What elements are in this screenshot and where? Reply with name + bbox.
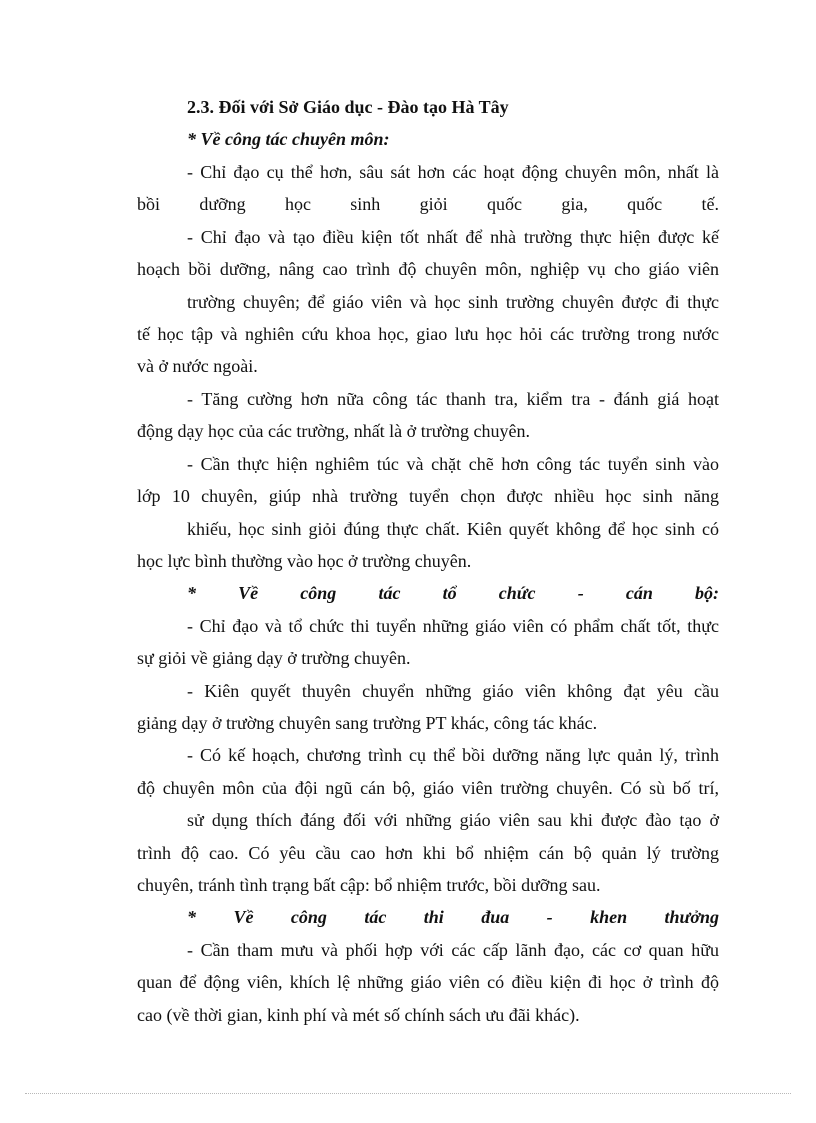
- text-line: - Có kế hoạch, chương trình cụ thể bồi dưỡng năng lực quản lý, trình: [187, 745, 719, 765]
- text-line: khiếu, học sinh giỏi đúng thực chất. Kiên quyết không để học sinh có: [187, 519, 719, 539]
- text-line: lớp 10 chuyên, giúp nhà trường tuyển chọn được nhiều học sinh năng: [137, 486, 719, 506]
- text-line: động dạy học của các trường, nhất là ở trường chuyên.: [137, 421, 530, 441]
- text-line: - Chỉ đạo và tạo điều kiện tốt nhất để nhà trường thực hiện được kế: [187, 227, 719, 247]
- subheading-chuyen-mon: * Về công tác chuyên môn:: [187, 129, 390, 149]
- page-bottom-divider: [25, 1093, 791, 1094]
- text-line: và ở nước ngoài.: [137, 356, 258, 376]
- subheading-to-chuc-can-bo: * Về công tác tổ chức - cán bộ:: [187, 583, 719, 603]
- text-line: sự giỏi về giảng dạy ở trường chuyên.: [137, 648, 411, 668]
- subheading-thi-dua-khen-thuong: * Về công tác thi đua - khen thưởng: [187, 907, 719, 927]
- text-line: bồi dưỡng học sinh giỏi quốc gia, quốc tế.: [137, 194, 719, 214]
- text-line: trình độ cao. Có yêu cầu cao hơn khi bổ nhiệm cán bộ quản lý trường: [137, 843, 719, 863]
- section-heading: 2.3. Đối với Sở Giáo dục - Đào tạo Hà Tây: [187, 97, 509, 117]
- text-line: giảng dạy ở trường chuyên sang trường PT khác, công tác khác.: [137, 713, 598, 733]
- text-line: trường chuyên; để giáo viên và học sinh trường chuyên được đi thực: [187, 292, 719, 312]
- text-line: hoạch bồi dưỡng, nâng cao trình độ chuyên môn, nghiệp vụ cho giáo viên: [137, 259, 719, 279]
- text-line: chuyên, tránh tình trạng bất cập: bổ nhiệm trước, bồi dưỡng sau.: [137, 875, 601, 895]
- text-line: - Chỉ đạo và tổ chức thi tuyển những giáo viên có phẩm chất tốt, thực: [187, 616, 719, 636]
- text-line: - Cần tham mưu và phối hợp với các cấp lãnh đạo, các cơ quan hữu: [187, 940, 719, 960]
- text-line: - Cần thực hiện nghiêm túc và chặt chẽ hơn công tác tuyển sinh vào: [187, 454, 719, 474]
- text-line: cao (về thời gian, kinh phí và mét số chính sách ưu đãi khác).: [137, 1005, 580, 1025]
- text-line: - Kiên quyết thuyên chuyển những giáo viên không đạt yêu cầu: [187, 681, 719, 701]
- text-line: độ chuyên môn của đội ngũ cán bộ, giáo viên trường chuyên. Có sù bố trí,: [137, 778, 719, 798]
- text-line: tế học tập và nghiên cứu khoa học, giao lưu học hỏi các trường trong nước: [137, 324, 719, 344]
- text-line: sử dụng thích đáng đối với những giáo viên sau khi được đào tạo ở: [187, 810, 719, 830]
- text-line: - Tăng cường hơn nữa công tác thanh tra, kiểm tra - đánh giá hoạt: [187, 389, 719, 409]
- text-line: học lực bình thường vào học ở trường chuyên.: [137, 551, 472, 571]
- text-line: quan để động viên, khích lệ những giáo viên có điều kiện đi học ở trình độ: [137, 972, 719, 992]
- text-line: - Chỉ đạo cụ thể hơn, sâu sát hơn các hoạt động chuyên môn, nhất là: [187, 162, 719, 182]
